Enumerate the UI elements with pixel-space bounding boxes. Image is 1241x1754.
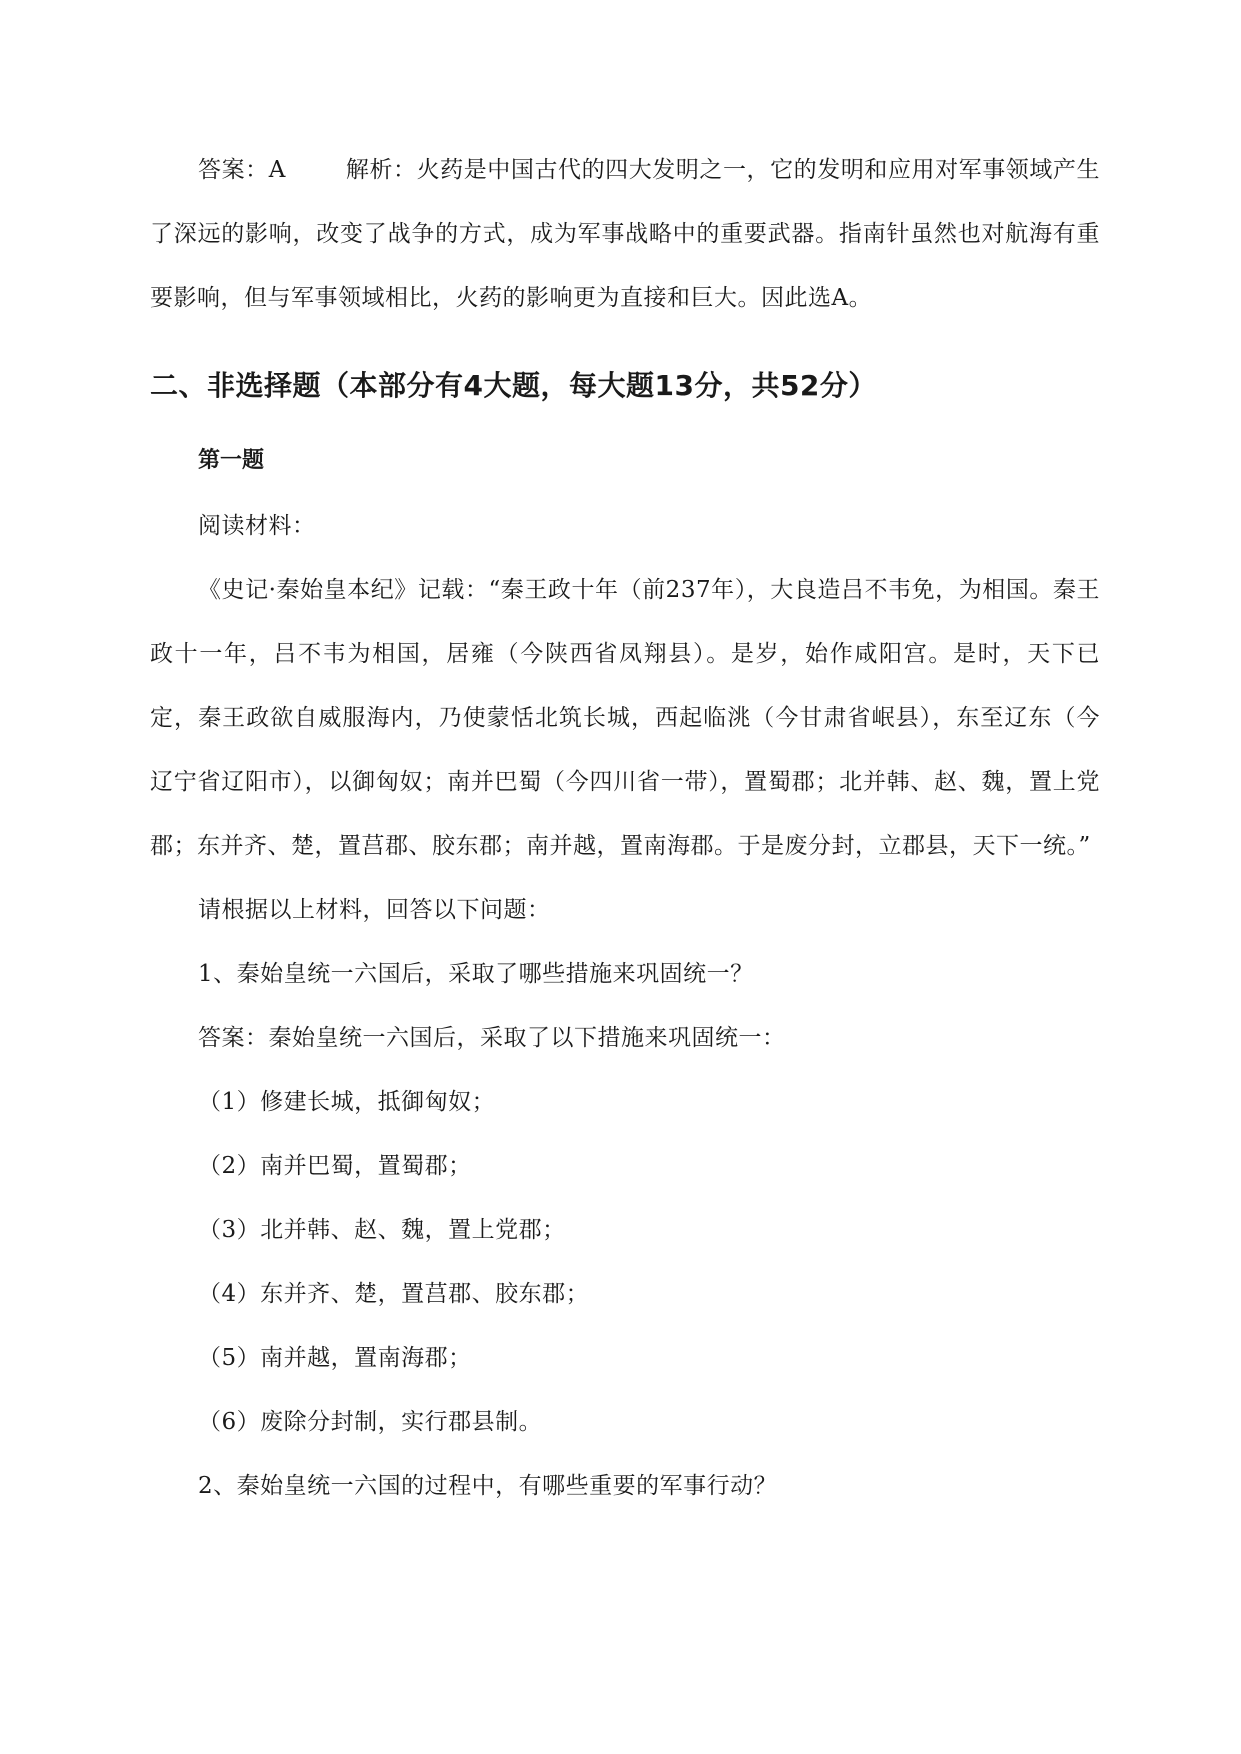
section-heading: 二、非选择题（本部分有4大题，每大题13分，共52分） [150, 369, 877, 402]
measure-item-6: （6）废除分封制，实行郡县制。 [198, 1409, 543, 1435]
question-prompt: 请根据以上材料，回答以下问题： [198, 897, 551, 923]
measure-item-1: （1）修建长城，抵御匈奴； [198, 1089, 496, 1115]
analysis-text: 解析：火药是中国古代的四大发明之一，它的发明和应用对军事领域产生了深远的影响，改变了战争的方式，成为军事战略中的重要武器。指南针虽然也对航海有重要影响，但与军事领域相比，火药的影响更为直接和巨大。因此选A。 [150, 157, 1100, 311]
answer-label: 答案：A [198, 157, 286, 183]
answer-intro: 答案：秦始皇统一六国后，采取了以下措施来巩固统一： [198, 1025, 786, 1051]
question-title: 第一题 [198, 448, 265, 473]
material-paragraph: 《史记·秦始皇本纪》记载：“秦王政十年（前237年），大良造吕不韦免，为相国。秦王政十一年，吕不韦为相国，居雍（今陕西省凤翔县）。是岁，始作咸阳宫。是时，天下已定，秦王政欲自威服海内，乃使蒙恬北筑长城，西起临洮（今甘肃省岷县），东至辽东（今辽宁省辽阳市），以御匈奴；南并巴蜀（今四川省一带），置蜀郡；北并韩、赵、魏，置上党郡；东并齐、楚，置莒郡、胶东郡；南并越，置南海郡。于是废分封，立郡县，天下一统。” [150, 577, 1100, 859]
sub-question-2: 2、秦始皇统一六国的过程中，有哪些重要的军事行动？ [198, 1473, 778, 1499]
measure-item-2: （2）南并巴蜀，置蜀郡； [198, 1153, 472, 1179]
measure-item-3: （3）北并韩、赵、魏，置上党郡； [198, 1217, 566, 1243]
measure-item-5: （5）南并越，置南海郡； [198, 1345, 472, 1371]
read-material-label: 阅读材料： [198, 513, 316, 539]
answer-analysis-paragraph [150, 138, 1100, 330]
measure-item-4: （4）东并齐、楚，置莒郡、胶东郡； [198, 1281, 590, 1307]
document-page [150, 138, 1100, 1518]
sub-question-1: 1、秦始皇统一六国后，采取了哪些措施来巩固统一？ [198, 961, 754, 987]
